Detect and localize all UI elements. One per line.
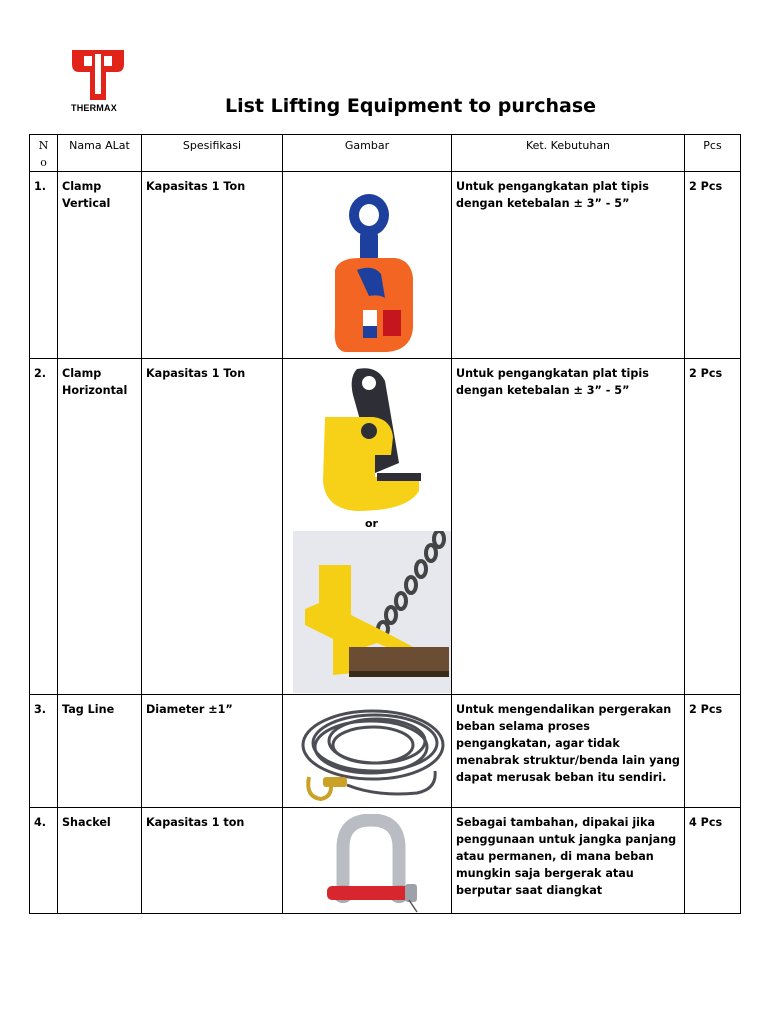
row-pcs: 4 Pcs bbox=[685, 808, 741, 914]
table-row bbox=[30, 808, 741, 914]
row-pcs: 2 Pcs bbox=[685, 172, 741, 359]
row-no: 4. bbox=[30, 808, 58, 914]
table-header-row bbox=[30, 135, 741, 172]
clamp-horizontal-alt-image bbox=[293, 531, 451, 693]
col-header-no: N o bbox=[30, 135, 58, 172]
row-ket: Untuk mengendalikan pergerakan beban selama proses pengangkatan, agar tidak menabrak struktur/benda lain yang dapat merusak beban itu sendiri. bbox=[452, 695, 685, 808]
row-nama: Shackel bbox=[58, 808, 142, 914]
row-no: 3. bbox=[30, 695, 58, 808]
row-no: 2. bbox=[30, 359, 58, 695]
row-nama: Clamp Horizontal bbox=[58, 359, 142, 695]
row-pcs: 2 Pcs bbox=[685, 359, 741, 695]
row-spesifikasi: Kapasitas 1 Ton bbox=[142, 359, 283, 695]
equipment-table bbox=[29, 134, 741, 914]
shackle-image bbox=[287, 814, 455, 913]
table-row bbox=[30, 172, 741, 359]
row-ket: Untuk pengangkatan plat tipis dengan ketebalan ± 3” - 5” bbox=[452, 359, 685, 695]
row-spesifikasi: Kapasitas 1 ton bbox=[142, 808, 283, 914]
row-gambar bbox=[283, 359, 452, 695]
row-gambar bbox=[283, 808, 452, 914]
table-row bbox=[30, 359, 741, 695]
tag-line-rope-image bbox=[287, 701, 455, 807]
col-header-pcs: Pcs bbox=[685, 135, 741, 172]
row-nama: Tag Line bbox=[58, 695, 142, 808]
row-no: 1. bbox=[30, 172, 58, 359]
row-gambar bbox=[283, 695, 452, 808]
page-title: List Lifting Equipment to purchase bbox=[225, 95, 597, 117]
row-nama: Clamp Vertical bbox=[58, 172, 142, 359]
table-row bbox=[30, 695, 741, 808]
row-pcs: 2 Pcs bbox=[685, 695, 741, 808]
logo-text: THERMAX bbox=[71, 103, 117, 113]
col-header-nama: Nama ALat bbox=[58, 135, 142, 172]
row-gambar bbox=[283, 172, 452, 359]
row-ket: Sebagai tambahan, dipakai jika penggunaan untuk jangka panjang atau permanen, di mana beban mungkin saja bergerak atau berputar saat diangkat bbox=[452, 808, 685, 914]
clamp-horizontal-image bbox=[287, 365, 455, 517]
row-spesifikasi: Kapasitas 1 Ton bbox=[142, 172, 283, 359]
col-header-ket: Ket. Kebutuhan bbox=[452, 135, 685, 172]
col-header-gambar: Gambar bbox=[283, 135, 452, 172]
col-header-spesifikasi: Spesifikasi bbox=[142, 135, 283, 172]
row-spesifikasi: Diameter ±1” bbox=[142, 695, 283, 808]
or-label: or bbox=[365, 517, 378, 530]
row-ket: Untuk pengangkatan plat tipis dengan ketebalan ± 3” - 5” bbox=[452, 172, 685, 359]
clamp-vertical-image bbox=[287, 178, 455, 358]
